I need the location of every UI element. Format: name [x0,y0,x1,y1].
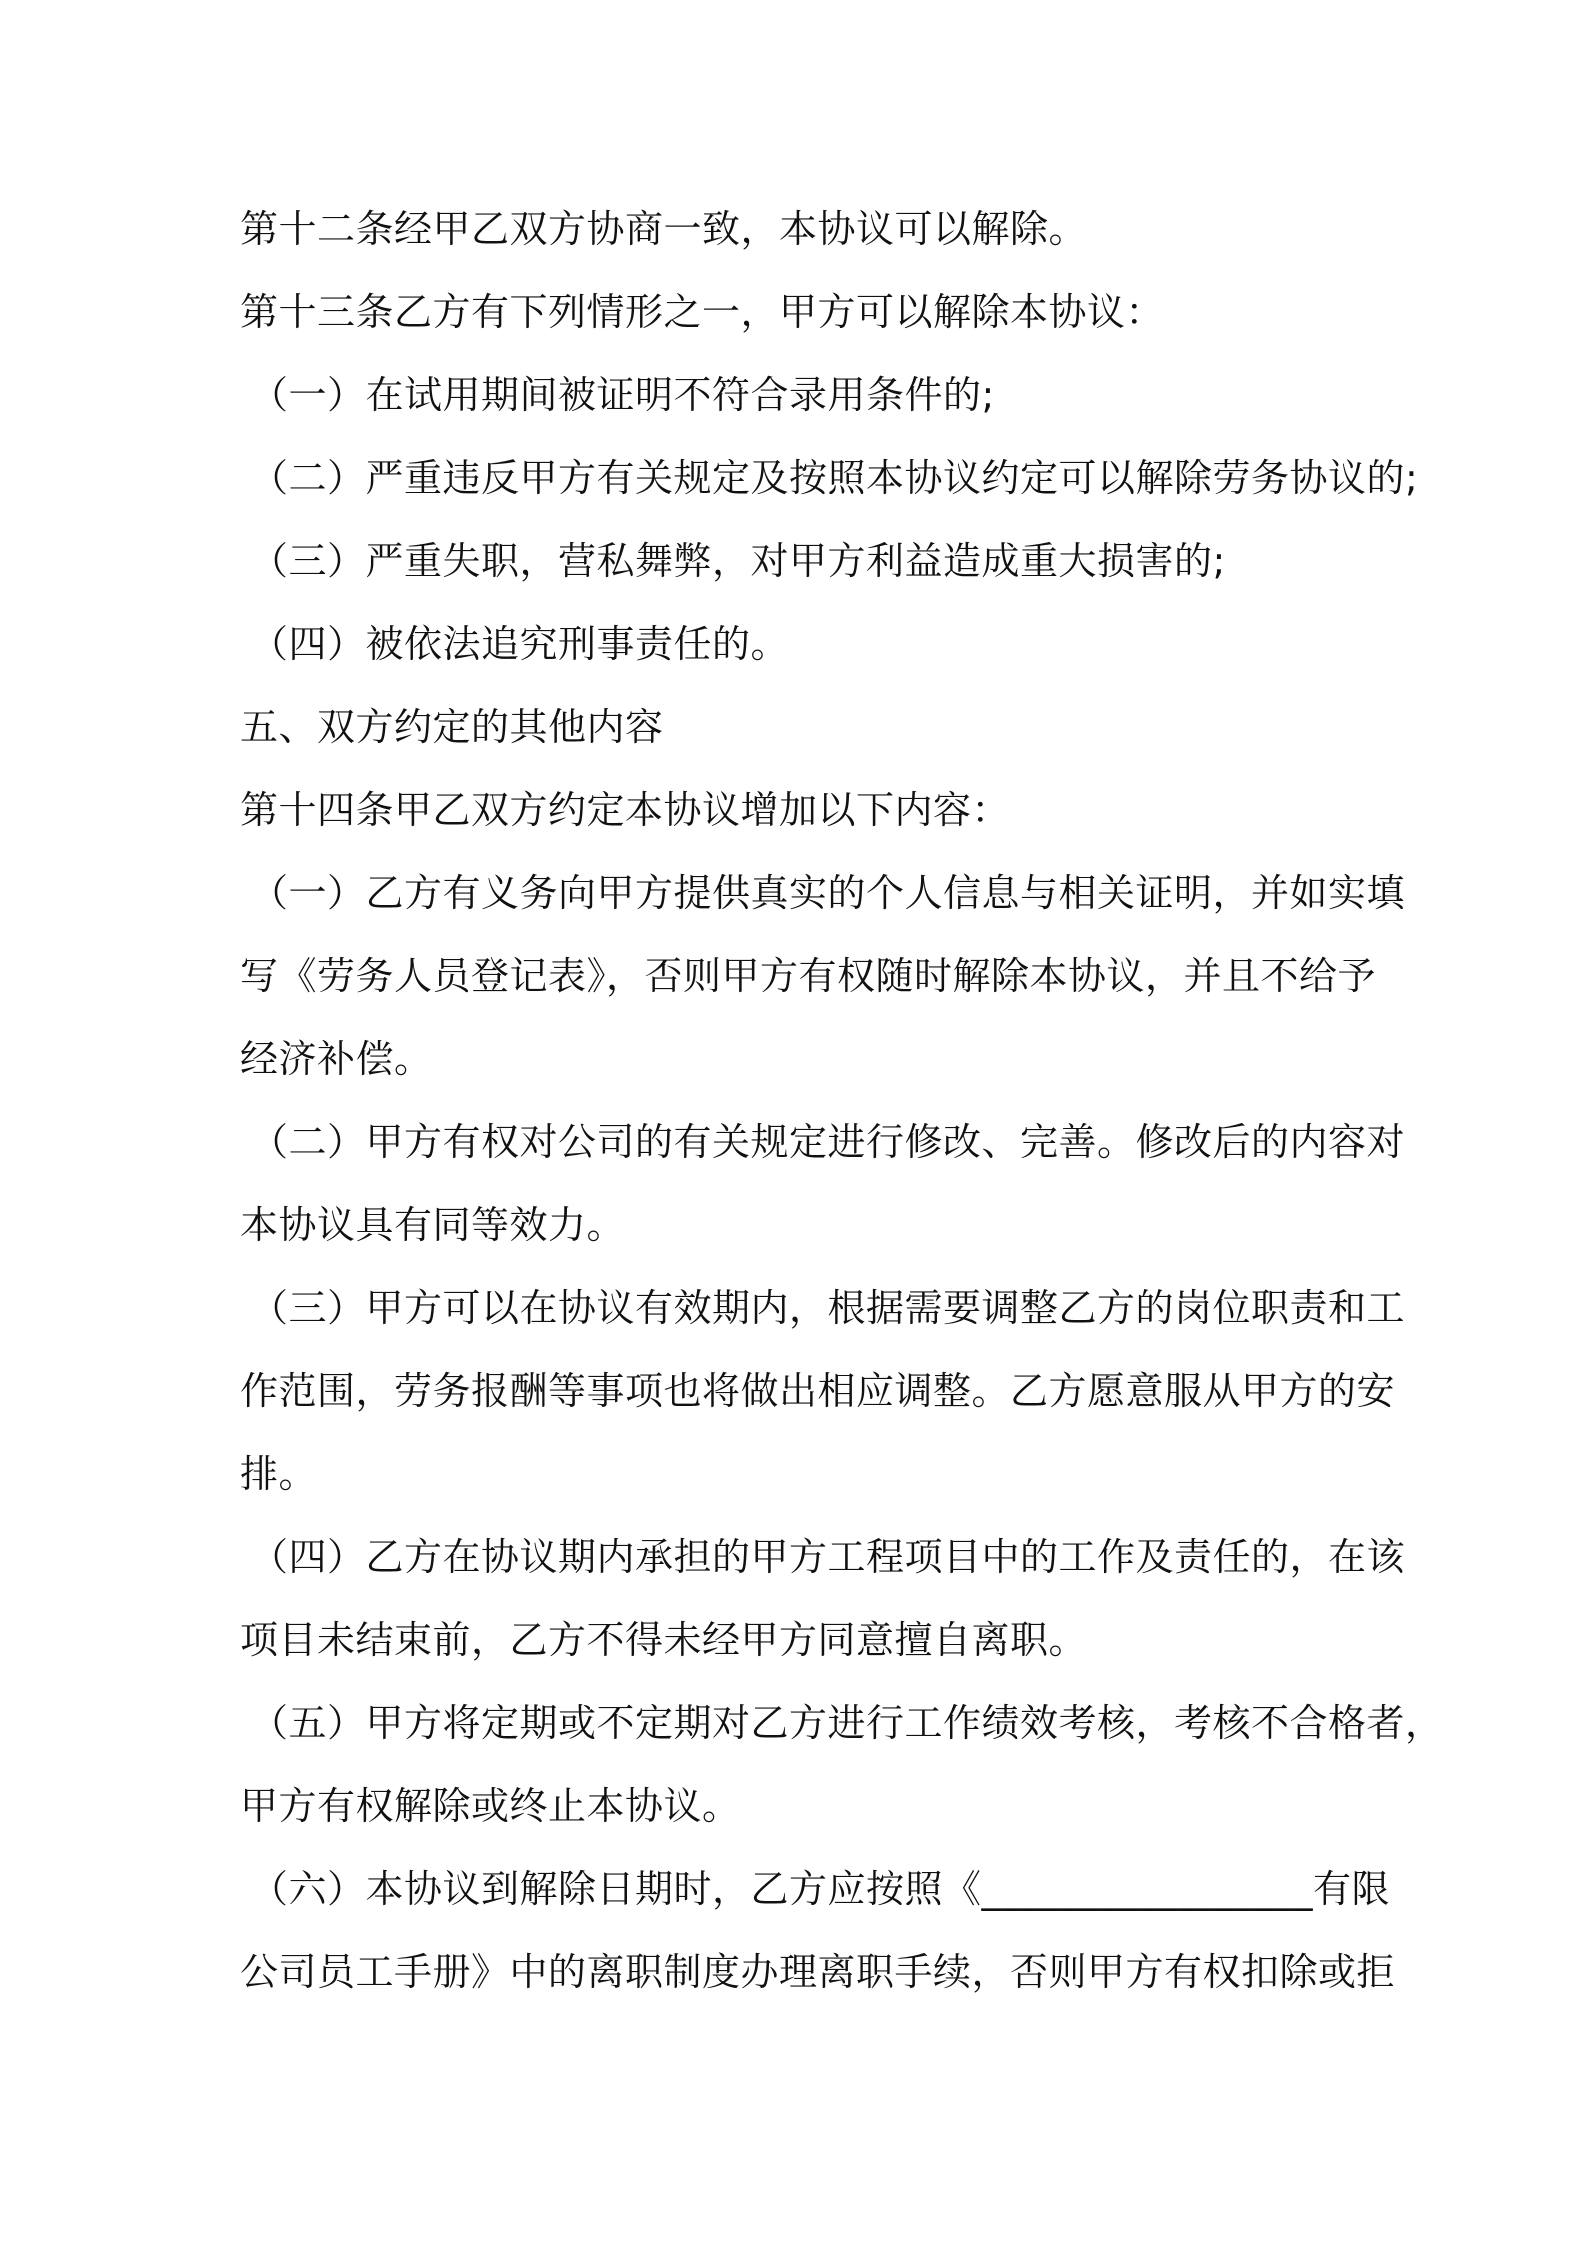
article-12-line: 第十二条经甲乙双方协商一致，本协议可以解除。 [240,207,1088,251]
section-5-heading: 五、双方约定的其他内容 [240,705,664,749]
article-14-item-4-line-1: （四）乙方在协议期内承担的甲方工程项目中的工作及责任的，在该 [250,1535,1406,1579]
article-13-item-2: （二）严重违反甲方有关规定及按照本协议约定可以解除劳务协议的; [250,456,1419,500]
article-14-item-5-line-2: 甲方有权解除或终止本协议。 [240,1784,741,1828]
article-14-item-3-line-2: 作范围，劳务报酬等事项也将做出相应调整。乙方愿意服从甲方的安 [240,1369,1396,1413]
article-13-item-1: （一）在试用期间被证明不符合录用条件的; [250,373,995,417]
article-13-item-4: （四）被依法追究刑事责任的。 [250,622,790,666]
article-14-item-1-line-3: 经济补偿。 [240,1037,433,1081]
article-14-item-4-line-2: 项目未结束前，乙方不得未经甲方同意擅自离职。 [240,1618,1088,1662]
article-14-line: 第十四条甲乙双方约定本协议增加以下内容： [240,788,1011,832]
article-14-item-1-line-2: 写《劳务人员登记表》，否则甲方有权随时解除本协议，并且不给予 [240,954,1377,998]
article-13-item-3: （三）严重失职，营私舞弊，对甲方利益造成重大损害的; [250,539,1226,583]
article-13-line: 第十三条乙方有下列情形之一，甲方可以解除本协议： [240,290,1165,334]
article-14-item-6-line-1: （六）本协议到解除日期时，乙方应按照《_________________有限 [250,1867,1391,1911]
article-14-item-3-line-1: （三）甲方可以在协议有效期内，根据需要调整乙方的岗位职责和工 [250,1286,1406,1330]
article-14-item-6-line-2: 公司员工手册》中的离职制度办理离职手续，否则甲方有权扣除或拒 [240,1950,1396,1994]
article-14-item-3-line-3: 排。 [240,1452,318,1496]
article-14-item-2-line-1: （二）甲方有权对公司的有关规定进行修改、完善。修改后的内容对 [250,1120,1406,1164]
article-14-item-2-line-2: 本协议具有同等效力。 [240,1203,626,1247]
article-14-item-5-line-1: （五）甲方将定期或不定期对乙方进行工作绩效考核，考核不合格者， [250,1701,1444,1745]
article-14-item-1-line-1: （一）乙方有义务向甲方提供真实的个人信息与相关证明，并如实填 [250,871,1406,915]
